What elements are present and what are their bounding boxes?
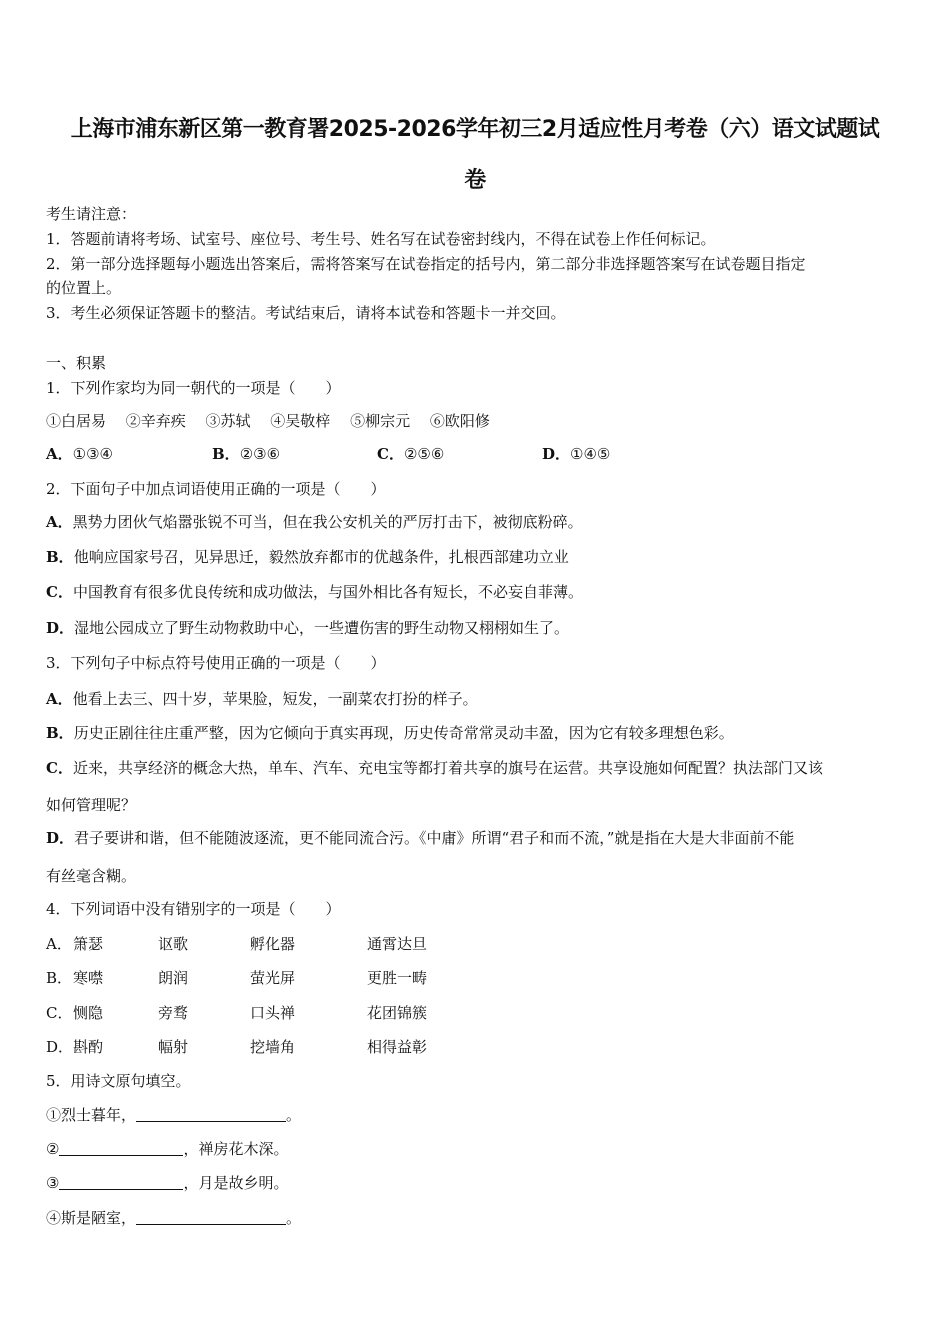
question-1-option-c: C．②⑤⑥	[377, 445, 445, 463]
question-2-stem: 2．下面句子中加点词语使用正确的一项是（ ）	[46, 480, 386, 498]
question-4-word: 花团锦簇	[367, 1004, 428, 1022]
question-2-option-c: C．中国教育有很多优良传统和成功做法，与国外相比各有短长，不必妄自菲薄。	[46, 583, 583, 601]
fill-blank-item: ①烈士暮年， 。	[46, 1106, 302, 1124]
question-4-word: 更胜一畴	[367, 969, 428, 987]
answer-blank[interactable]	[136, 1107, 286, 1122]
question-4-word: 斟酌	[73, 1038, 104, 1056]
question-2-option-a: A．黑势力团伙气焰嚣张锐不可当，但在我公安机关的严厉打击下，被彻底粉碎。	[46, 513, 583, 531]
notice-item: 3．考生必须保证答题卡的整洁。考试结束后，请将本试卷和答题卡一并交回。	[46, 304, 566, 322]
answer-blank[interactable]	[59, 1175, 183, 1190]
question-5-stem: 5．用诗文原句填空。	[46, 1072, 191, 1090]
question-4-option-c-label: C．	[46, 1004, 73, 1022]
question-4-option-b-label: B．	[46, 969, 73, 987]
notice-item: 1．答题前请将考场、试室号、座位号、考生号、姓名写在试卷密封线内，不得在试卷上作任何标记。	[46, 230, 716, 248]
question-3-option-a: A．他看上去三、四十岁，苹果脸，短发，一副菜农打扮的样子。	[46, 690, 478, 708]
question-4-stem: 4．下列词语中没有错别字的一项是（ ）	[46, 900, 341, 918]
question-4-word: 旁骛	[158, 1004, 189, 1022]
question-1-stem: 1．下列作家均为同一朝代的一项是（ ）	[46, 379, 341, 397]
question-3-stem: 3．下列句子中标点符号使用正确的一项是（ ）	[46, 654, 386, 672]
question-1-option-d: D．①④⑤	[542, 445, 611, 463]
question-3-option-c-continued: 如何管理呢？	[46, 796, 137, 814]
page-title-continued: 卷	[464, 168, 486, 193]
question-1-option-a: A．①③④	[46, 445, 113, 463]
question-4-word: 相得益彰	[367, 1038, 428, 1056]
question-3-option-c: C．近来，共享经济的概念大热，单车、汽车、充电宝等都打着共享的旗号在运营。共享设施如何配置？执法部门又该	[46, 759, 823, 777]
fill-blank-item: ③ ，月是故乡明。	[46, 1174, 289, 1192]
question-4-word: 萤光屏	[250, 969, 296, 987]
question-3-option-d: D．君子要讲和谐，但不能随波逐流，更不能同流合污。《中庸》所谓“君子和而不流，”就是指在大是大非面前不能	[46, 829, 795, 847]
question-4-word: 口头禅	[250, 1004, 296, 1022]
question-4-word: 寒噤	[73, 969, 104, 987]
question-4-option-d-label: D．	[46, 1038, 74, 1056]
page-title: 上海市浦东新区第一教育署2025-2026学年初三2月适应性月考卷（六）语文试题试	[70, 117, 880, 142]
question-2-option-b: B．他响应国家号召，见异思迁，毅然放弃都市的优越条件，扎根西部建功立业	[46, 548, 569, 566]
question-1-option-b: B．②③⑥	[212, 445, 281, 463]
question-4-word: 箫瑟	[73, 935, 104, 953]
question-3-option-d-continued: 有丝毫含糊。	[46, 867, 137, 885]
question-4-word: 挖墙角	[250, 1038, 296, 1056]
question-3-option-b: B．历史正剧往往庄重严整，因为它倾向于真实再现，历史传奇常常灵动丰盈，因为它有较多理想色彩。	[46, 724, 734, 742]
question-1-authors: ①白居易 ②辛弃疾 ③苏轼 ④吴敬梓 ⑤柳宗元 ⑥欧阳修	[46, 412, 490, 430]
question-2-option-d: D．湿地公园成立了野生动物救助中心，一些遭伤害的野生动物又栩栩如生了。	[46, 619, 570, 637]
question-4-word: 讴歌	[158, 935, 189, 953]
fill-blank-item: ④斯是陋室， 。	[46, 1209, 302, 1227]
question-4-word: 孵化器	[250, 935, 296, 953]
notice-item: 的位置上。	[46, 279, 122, 297]
question-4-word: 通霄达旦	[367, 935, 428, 953]
question-4-word: 幅射	[158, 1038, 189, 1056]
question-4-option-a-label: A．	[46, 935, 72, 953]
answer-blank[interactable]	[59, 1141, 183, 1156]
notice-heading: 考生请注意：	[46, 205, 137, 223]
notice-item: 2．第一部分选择题每小题选出答案后，需将答案写在试卷指定的括号内，第二部分非选择题答案写在试卷题目指定	[46, 255, 806, 273]
question-4-word: 恻隐	[73, 1004, 104, 1022]
section-heading: 一、积累	[46, 354, 107, 372]
fill-blank-item: ② ，禅房花木深。	[46, 1140, 289, 1158]
answer-blank[interactable]	[136, 1210, 286, 1225]
question-4-word: 朗润	[158, 969, 189, 987]
